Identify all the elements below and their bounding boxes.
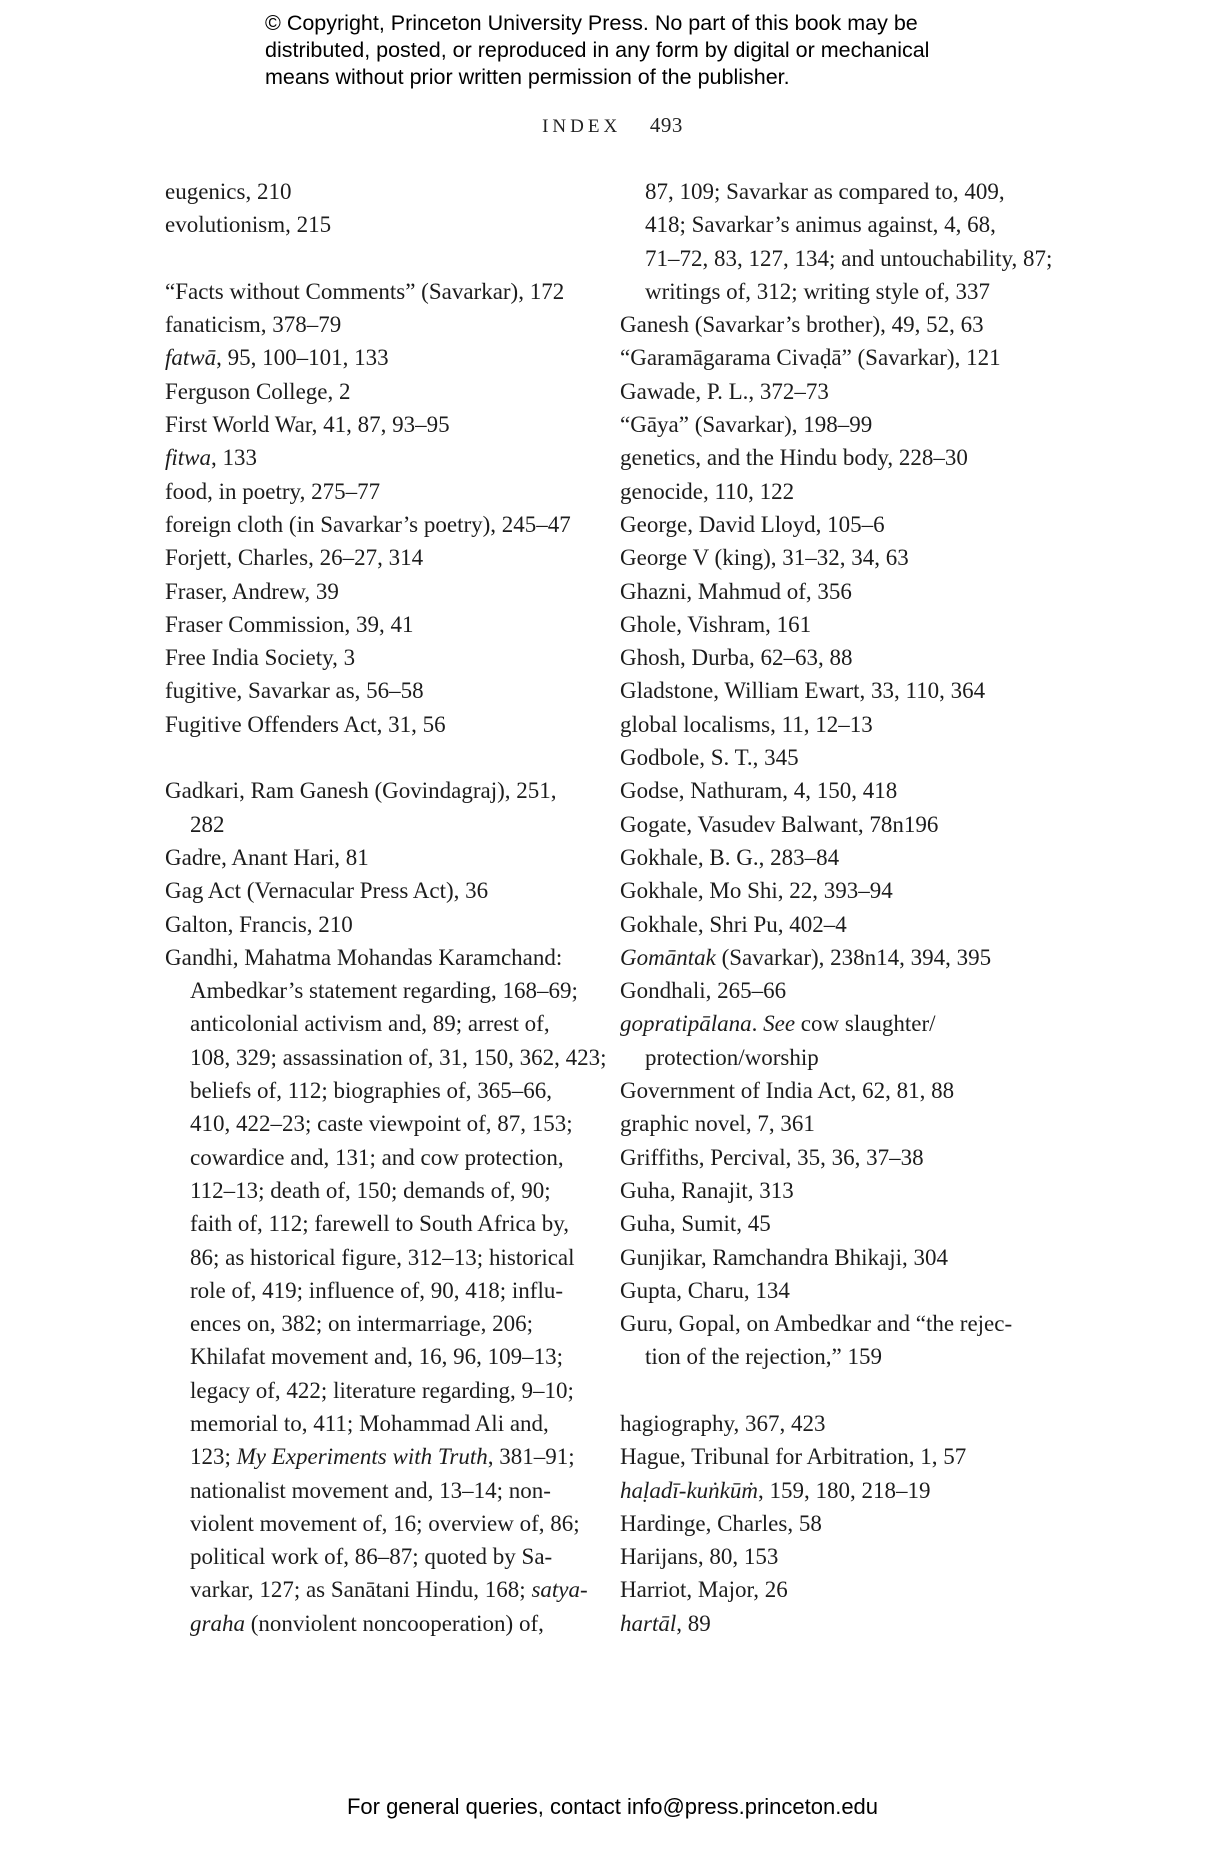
index-entry-continuation: 418; Savarkar’s animus against, 4, 68,: [645, 212, 996, 238]
index-entry: Ghosh, Durba, 62–63, 88: [620, 645, 853, 671]
index-entry: “Facts without Comments” (Savarkar), 172: [165, 278, 565, 304]
copyright-notice: [265, 10, 1025, 91]
index-entry: Fugitive Offenders Act, 31, 56: [165, 711, 446, 737]
index-column-left: [165, 175, 605, 1640]
letter-group-gap: [165, 242, 605, 275]
index-entry: fugitive, Savarkar as, 56–58: [165, 678, 424, 704]
index-entry-continuation: 282: [190, 811, 225, 837]
index-entry: Ghazni, Mahmud of, 356: [620, 578, 852, 604]
copyright-line: distributed, posted, or reproduced in any form by digital or mechanical: [265, 38, 930, 62]
index-entry: Guha, Sumit, 45: [620, 1211, 771, 1237]
index-entry-continuation: 86; as historical figure, 312–13; historical: [190, 1244, 575, 1270]
index-entry: evolutionism, 215: [165, 212, 332, 238]
index-entry: hagiography, 367, 423: [620, 1410, 826, 1436]
index-entry: Ganesh (Savarkar’s brother), 49, 52, 63: [620, 312, 984, 338]
index-entry: genetics, and the Hindu body, 228–30: [620, 445, 968, 471]
index-entry: Hardinge, Charles, 58: [620, 1510, 822, 1536]
index-entry-continuation: 112–13; death of, 150; demands of, 90;: [190, 1177, 551, 1203]
index-entry: Gokhale, B. G., 283–84: [620, 844, 840, 870]
copyright-line: © Copyright, Princeton University Press. No part of this book may be: [265, 11, 918, 35]
index-entry-continuation: memorial to, 411; Mohammad Ali and,: [190, 1410, 549, 1436]
index-entry: hartāl, 89: [620, 1610, 711, 1636]
index-entry: fitwa, 133: [165, 445, 258, 471]
index-entry-continuation: graha (nonviolent noncooperation) of,: [190, 1610, 544, 1636]
index-entry: Gokhale, Shri Pu, 402–4: [620, 911, 847, 937]
index-entry-continuation: political work of, 86–87; quoted by Sa-: [190, 1544, 553, 1570]
index-entry: Gawade, P. L., 372–73: [620, 378, 829, 404]
index-entry: fatwā, 95, 100–101, 133: [165, 345, 389, 371]
index-entry: Fraser, Andrew, 39: [165, 578, 339, 604]
index-entry: Godbole, S. T., 345: [620, 745, 799, 771]
index-entry: gopratipālana. See cow slaughter/: [620, 1011, 936, 1037]
index-entry: Gunjikar, Ramchandra Bhikaji, 304: [620, 1244, 949, 1270]
index-entry: Government of India Act, 62, 81, 88: [620, 1078, 955, 1104]
index-entry-continuation: Ambedkar’s statement regarding, 168–69;: [190, 978, 578, 1004]
index-entry: “Garamāgarama Civaḍā” (Savarkar), 121: [620, 345, 1001, 371]
index-entry: eugenics, 210: [165, 179, 292, 204]
index-entry: “Gāya” (Savarkar), 198–99: [620, 412, 873, 438]
index-entry: Harijans, 80, 153: [620, 1544, 779, 1570]
index-entry: Gag Act (Vernacular Press Act), 36: [165, 878, 489, 904]
index-entry-continuation: ences on, 382; on intermarriage, 206;: [190, 1311, 533, 1337]
index-entry: graphic novel, 7, 361: [620, 1111, 815, 1137]
index-entry-continuation: beliefs of, 112; biographies of, 365–66,: [190, 1078, 552, 1104]
index-entry: Gomāntak (Savarkar), 238n14, 394, 395: [620, 944, 992, 970]
running-head-label: INDEX: [542, 116, 622, 137]
index-entry: George V (king), 31–32, 34, 63: [620, 545, 909, 571]
index-entry: Ferguson College, 2: [165, 378, 351, 404]
index-entry-continuation: writings of, 312; writing style of, 337: [645, 278, 990, 304]
page-number: 493: [649, 113, 683, 137]
index-entry: First World War, 41, 87, 93–95: [165, 412, 450, 438]
footer-contact: For general queries, contact info@press.princeton.edu: [346, 1794, 879, 1819]
index-entry: Gondhali, 265–66: [620, 978, 787, 1004]
index-entry-continuation: cowardice and, 131; and cow protection,: [190, 1144, 564, 1170]
index-entry-continuation: violent movement of, 16; overview of, 86;: [190, 1510, 580, 1536]
index-entry-continuation: anticolonial activism and, 89; arrest of,: [190, 1011, 550, 1037]
running-head: [0, 113, 1225, 138]
letter-group-gap: [620, 1374, 1060, 1407]
index-entry: Galton, Francis, 210: [165, 911, 353, 937]
index-entry-continuation: 71–72, 83, 127, 134; and untouchability, 87;: [645, 245, 1053, 271]
letter-group-gap: [165, 741, 605, 774]
index-entry-continuation: 410, 422–23; caste viewpoint of, 87, 153;: [190, 1111, 573, 1137]
index-entry: food, in poetry, 275–77: [165, 478, 381, 504]
index-entry-continuation: 108, 329; assassination of, 31, 150, 362, 423;: [190, 1044, 607, 1070]
index-entry: foreign cloth (in Savarkar’s poetry), 245–47: [165, 511, 571, 537]
index-entry: Gokhale, Mo Shi, 22, 393–94: [620, 878, 893, 904]
index-entry-continuation: 87, 109; Savarkar as compared to, 409,: [645, 179, 1005, 204]
index-entry-continuation: tion of the rejection,” 159: [645, 1344, 882, 1370]
index-entry: Harriot, Major, 26: [620, 1577, 788, 1603]
index-entry: Griffiths, Percival, 35, 36, 37–38: [620, 1144, 924, 1170]
index-entry-continuation: 123; My Experiments with Truth, 381–91;: [190, 1444, 575, 1470]
index-entry-continuation: protection/worship: [645, 1044, 819, 1070]
index-entry: Godse, Nathuram, 4, 150, 418: [620, 778, 898, 804]
index-column-right: [620, 175, 1060, 1640]
index-entry: Gadre, Anant Hari, 81: [165, 844, 369, 870]
index-entry: Fraser Commission, 39, 41: [165, 611, 414, 637]
index-entry: genocide, 110, 122: [620, 478, 795, 504]
index-entry: fanaticism, 378–79: [165, 312, 342, 338]
index-entry: Gadkari, Ram Ganesh (Govindagraj), 251,: [165, 778, 557, 804]
index-entry-continuation: Khilafat movement and, 16, 96, 109–13;: [190, 1344, 564, 1370]
index-entry: Guru, Gopal, on Ambedkar and “the rejec-: [620, 1311, 1013, 1337]
index-entry: haḷadī-kuṅkūṁ, 159, 180, 218–19: [620, 1477, 931, 1503]
index-entry: Gogate, Vasudev Balwant, 78n196: [620, 811, 939, 837]
index-entry: Gandhi, Mahatma Mohandas Karamchand:: [165, 944, 563, 970]
copyright-line: means without prior written permission of the publisher.: [265, 65, 790, 89]
index-entry-continuation: role of, 419; influence of, 90, 418; influ-: [190, 1277, 564, 1303]
index-entry-continuation: varkar, 127; as Sanātani Hindu, 168; satya-: [190, 1577, 588, 1603]
index-entry: Gladstone, William Ewart, 33, 110, 364: [620, 678, 986, 704]
index-entry: Free India Society, 3: [165, 645, 356, 671]
index-entry: Hague, Tribunal for Arbitration, 1, 57: [620, 1444, 967, 1470]
index-entry: Ghole, Vishram, 161: [620, 611, 812, 637]
index-entry: Guha, Ranajit, 313: [620, 1177, 794, 1203]
index-entry-continuation: faith of, 112; farewell to South Africa by,: [190, 1211, 569, 1237]
index-entry-continuation: nationalist movement and, 13–14; non-: [190, 1477, 551, 1503]
index-entry: Forjett, Charles, 26–27, 314: [165, 545, 424, 571]
index-entry: global localisms, 11, 12–13: [620, 711, 873, 737]
index-entry: Gupta, Charu, 134: [620, 1277, 790, 1303]
index-entry-continuation: legacy of, 422; literature regarding, 9–10;: [190, 1377, 574, 1403]
index-entry: George, David Lloyd, 105–6: [620, 511, 885, 537]
